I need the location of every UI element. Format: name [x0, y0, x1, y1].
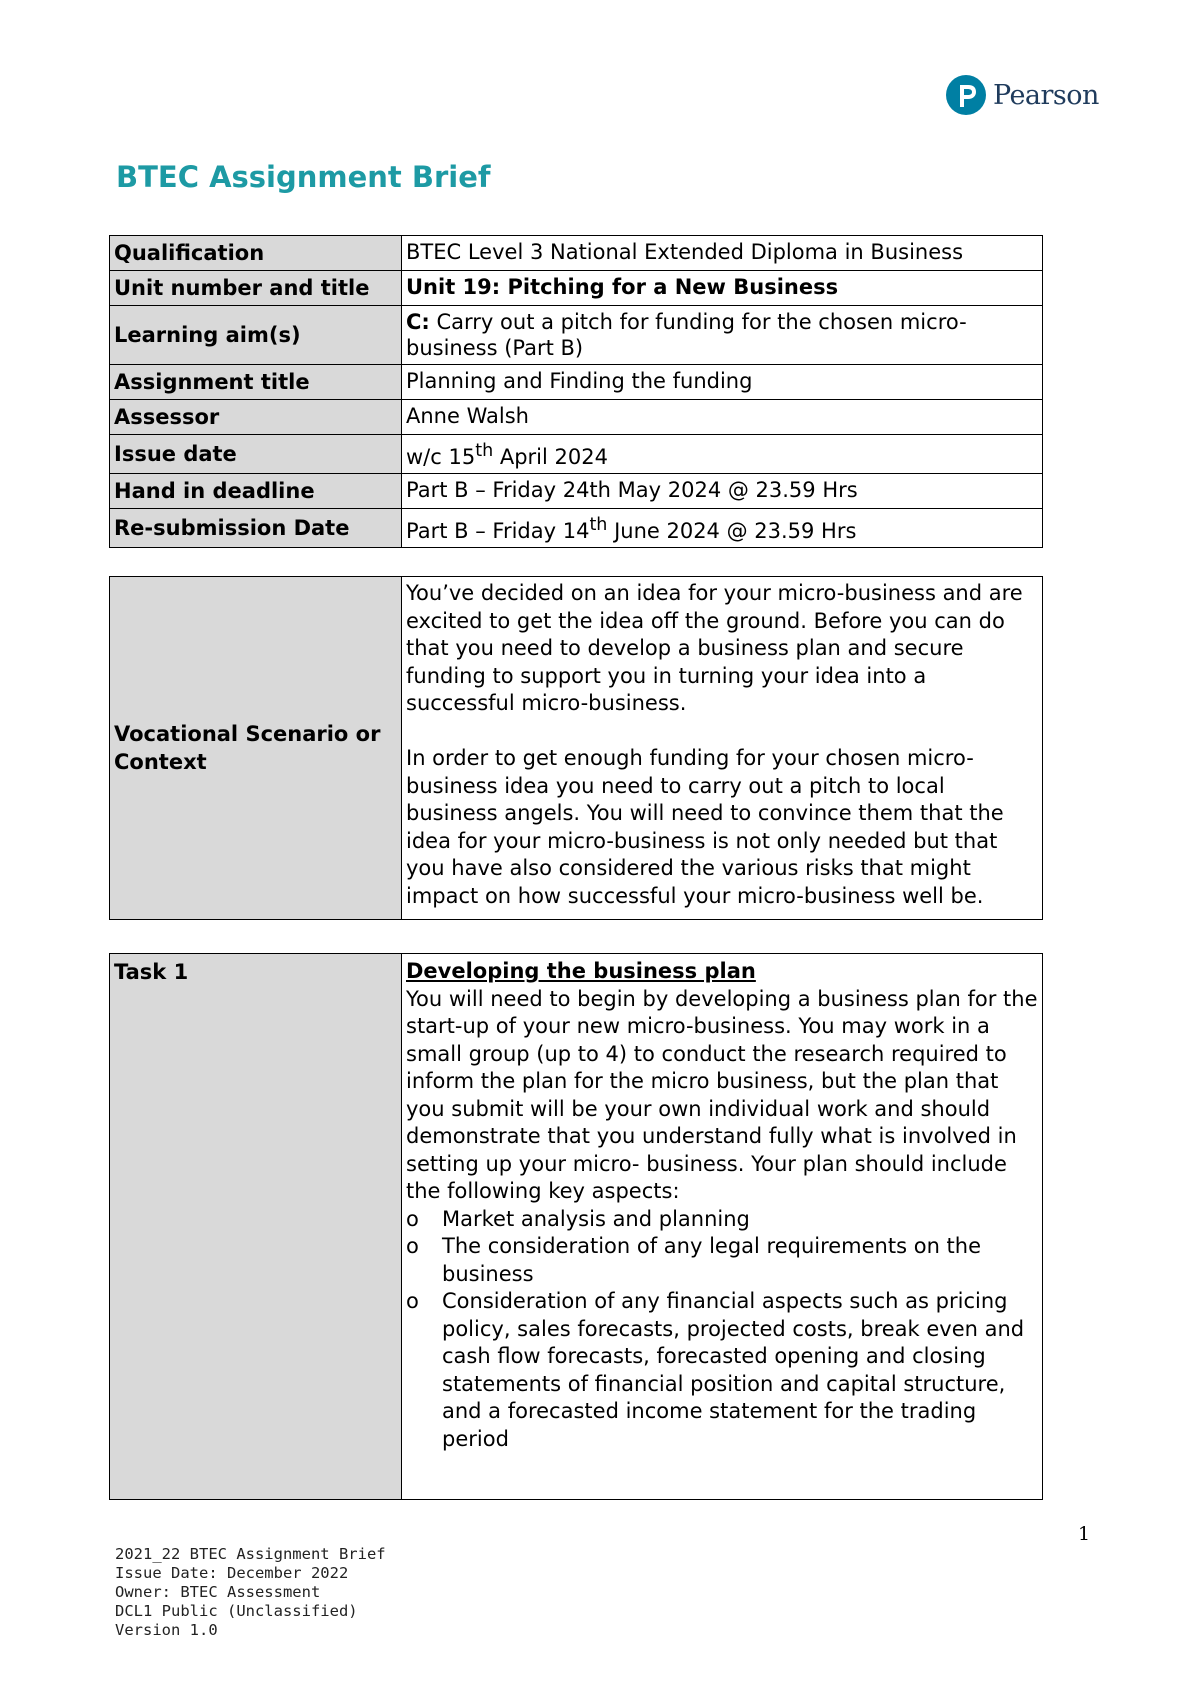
issue-date-suffix: th: [475, 441, 494, 461]
footer-line: Version 1.0: [115, 1621, 218, 1639]
scenario-label: Vocational Scenario or Context: [110, 577, 402, 920]
resubmission-date-value: [402, 509, 1043, 548]
resubmission-date-part: June 2024 @ 23.59 Hrs: [607, 519, 857, 543]
scenario-paragraph: In order to get enough funding for your chosen micro-business idea you need to carry out a pitch to local business angels. You will need to convince them that the idea for your micro-business is not only needed but that you have also considered the various risks that might impact on how successful your micro-business well be.: [406, 745, 1004, 908]
learning-aim-text: Carry out a pitch for funding for the chosen micro-business (Part B): [406, 310, 967, 360]
footer-line: Issue Date: December 2022: [115, 1564, 349, 1582]
task-label: Task 1: [110, 954, 402, 1500]
learning-aim-prefix: C:: [406, 310, 430, 334]
page-number: 1: [1078, 1523, 1091, 1545]
row-label: Unit number and title: [110, 271, 402, 306]
bullet-marker: o: [406, 1206, 419, 1231]
assessor-value: Anne Walsh: [402, 400, 1043, 435]
task-heading: Developing the business plan: [406, 959, 756, 983]
hand-in-deadline-value: Part B – Friday 24th May 2024 @ 23.59 Hrs: [402, 474, 1043, 509]
document-footer: [115, 1545, 386, 1640]
resubmission-date-suffix: th: [589, 515, 608, 535]
issue-date-value: [402, 435, 1043, 474]
row-label: Assignment title: [110, 365, 402, 400]
list-item: [406, 1206, 1038, 1234]
assignment-summary-table: [109, 235, 1043, 548]
list-item: [406, 1233, 1038, 1288]
row-label: Learning aim(s): [110, 306, 402, 365]
table-row: [110, 236, 1043, 271]
learning-aim-value: [402, 306, 1043, 365]
task-table: [109, 953, 1043, 1500]
row-label: Re-submission Date: [110, 509, 402, 548]
task-body: You will need to begin by developing a business plan for the start-up of your new micro-business. You may work in a small group (up to 4) to conduct the research required to inform the plan for the micro business, but the plan that you submit will be your own individual work and should demonstrate that you understand fully what is involved in setting up your micro- business. Your plan should include the following key aspects:: [406, 986, 1038, 1203]
table-row: [110, 954, 1043, 1500]
table-row: [110, 400, 1043, 435]
page-title: BTEC Assignment Brief: [116, 160, 491, 194]
bullet-text: The consideration of any legal requirements on the business: [442, 1234, 982, 1286]
footer-line: Owner: BTEC Assessment: [115, 1583, 321, 1601]
scenario-paragraph: You’ve decided on an idea for your micro-business and are excited to get the idea off the ground. Before you can do that you need to develop a business plan and secure funding to support you in turning your idea into a successful micro-business.: [406, 581, 1023, 716]
row-label: Assessor: [110, 400, 402, 435]
assignment-title-value: Planning and Finding the funding: [402, 365, 1043, 400]
table-row: [110, 435, 1043, 474]
footer-line: DCL1 Public (Unclassified): [115, 1602, 358, 1620]
bullet-marker: o: [406, 1289, 419, 1313]
task-content: [402, 954, 1043, 1500]
table-row: [110, 271, 1043, 306]
table-row: [110, 577, 1043, 920]
task-bullet-list: [406, 1206, 1038, 1454]
row-label: Issue date: [110, 435, 402, 474]
footer-line: 2021_22 BTEC Assignment Brief: [115, 1545, 386, 1563]
pearson-logo-text: Pearson: [993, 79, 1099, 111]
bullet-text: Market analysis and planning: [442, 1206, 750, 1231]
bullet-marker: o: [406, 1234, 419, 1258]
pearson-logo-icon: [945, 74, 987, 116]
pearson-logo: [945, 70, 1099, 120]
table-row: [110, 474, 1043, 509]
resubmission-date-part: Part B – Friday 14: [406, 519, 590, 543]
table-row: [110, 509, 1043, 548]
list-item: [406, 1288, 1038, 1453]
issue-date-part: April 2024: [493, 445, 608, 469]
bullet-text: Consideration of any financial aspects such as pricing policy, sales forecasts, projected costs, break even and cash flow forecasts, forecasted opening and closing statements of financial position and capital structure, and a forecasted income statement for the trading period: [442, 1289, 1025, 1451]
unit-value: Unit 19: Pitching for a New Business: [402, 271, 1043, 306]
scenario-text: [402, 577, 1043, 920]
scenario-table: [109, 576, 1043, 920]
table-row: [110, 365, 1043, 400]
table-row: [110, 306, 1043, 365]
row-label: Hand in deadline: [110, 474, 402, 509]
issue-date-part: w/c 15: [406, 445, 476, 469]
row-label: Qualification: [110, 236, 402, 271]
qualification-value: BTEC Level 3 National Extended Diploma in Business: [402, 236, 1043, 271]
